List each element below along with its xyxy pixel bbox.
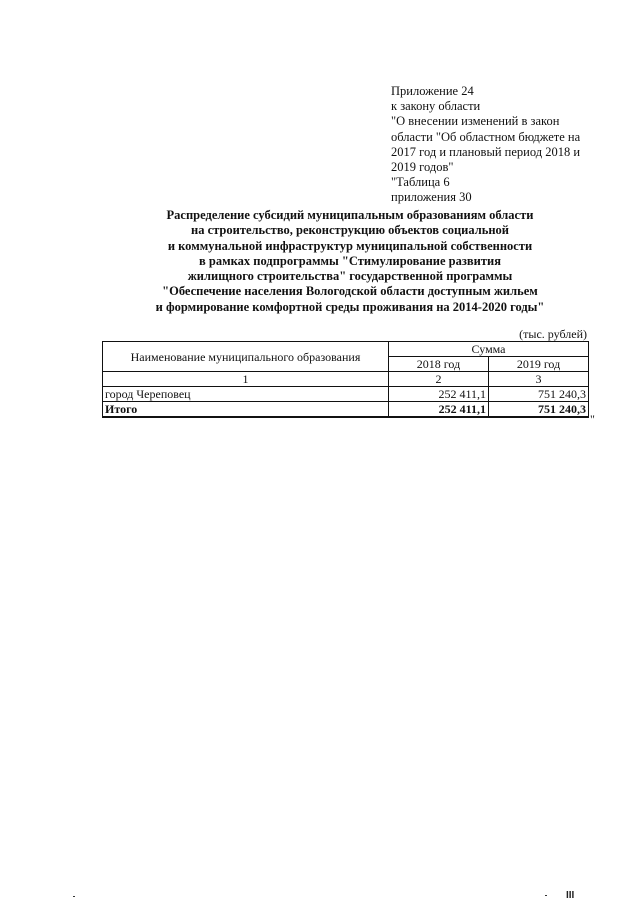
total-2019-cell: 751 240,3 [489,402,589,418]
scan-mark [545,895,547,896]
document-title [100,208,600,315]
header-2018-cell: 2018 год [389,357,489,372]
header-name-cell: Наименование муниципального образования [103,342,389,372]
closing-quote: " [590,412,595,426]
total-row [103,402,589,418]
distribution-table [102,341,589,418]
row-2018-cell: 252 411,1 [389,387,489,402]
total-2018-cell: 252 411,1 [389,402,489,418]
column-number-cell: 1 [103,372,389,387]
appendix-line: "О внесении изменений в закон [391,114,560,129]
page-mark: III [566,890,575,901]
table-header-row [103,342,589,357]
title-line: и коммунальной инфраструктур муниципальной собственности [167,238,533,253]
title-line: на строительство, реконструкцию объектов социальной [191,223,509,238]
title-line: жилищного строительства" государственной программы [187,269,513,284]
row-name-cell: город Череповец [103,387,389,402]
title-line: в рамках подпрограммы "Стимулирование развития [199,253,501,268]
title-line: Распределение субсидий муниципальным образованиям области [166,208,534,222]
scan-mark [73,896,75,897]
appendix-line: 2019 годов" [391,160,454,175]
appendix-line: "Таблица 6 [391,175,450,190]
header-2019-cell: 2019 год [489,357,589,372]
title-line: и формирование комфортной среды проживания на 2014-2020 годы" [155,299,545,314]
appendix-line: к закону области [391,99,481,114]
row-2019-cell: 751 240,3 [489,387,589,402]
units-label: (тыс. рублей) [519,327,587,341]
total-name-cell: Итого [103,402,389,418]
table-row [103,387,589,402]
appendix-reference [391,84,606,206]
appendix-line: области "Об областном бюджете на [391,129,581,144]
title-line: "Обеспечение населения Вологодской области доступным жильем [162,284,538,299]
appendix-line: приложения 30 [391,190,472,205]
header-sum-cell: Сумма [389,342,589,357]
column-number-cell: 2 [389,372,489,387]
column-number-row [103,372,589,387]
appendix-line: Приложение 24 [391,84,474,98]
column-number-cell: 3 [489,372,589,387]
appendix-line: 2017 год и плановый период 2018 и [391,144,581,159]
